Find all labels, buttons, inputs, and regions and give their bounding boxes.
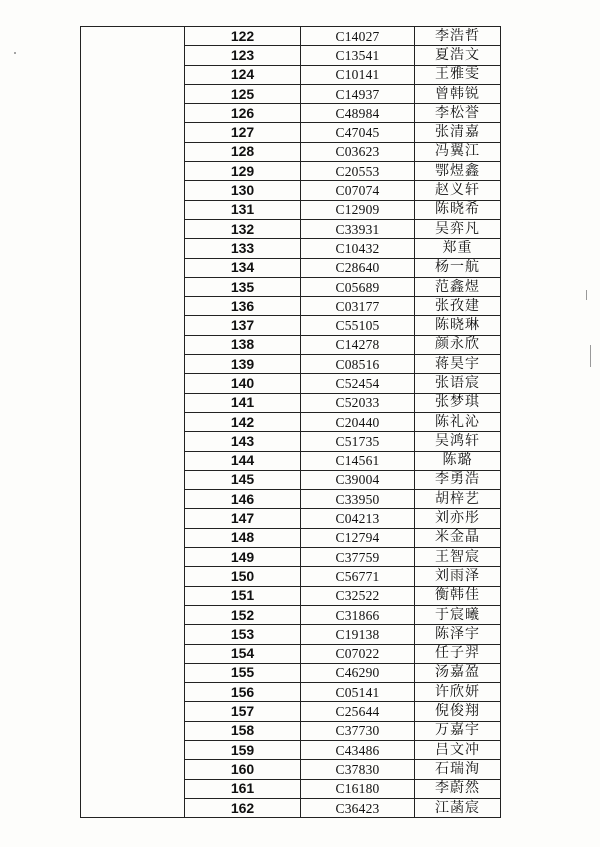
student-code: C52033: [301, 393, 415, 412]
student-name: 刘雨泽: [415, 567, 501, 586]
student-name: 范鑫煜: [415, 277, 501, 296]
student-code: C13541: [301, 46, 415, 65]
student-name: 王雅雯: [415, 65, 501, 84]
student-name: 倪俊翔: [415, 702, 501, 721]
student-code: C07074: [301, 181, 415, 200]
student-name: 任子羿: [415, 644, 501, 663]
student-name: 鄂煜鑫: [415, 162, 501, 181]
student-name: 江菡宸: [415, 798, 501, 817]
student-code: C14937: [301, 84, 415, 103]
row-number: 154: [185, 644, 301, 663]
student-name: 陈晓希: [415, 200, 501, 219]
student-code: C05689: [301, 277, 415, 296]
row-number: 149: [185, 548, 301, 567]
row-number: 123: [185, 46, 301, 65]
student-name: 陈泽宇: [415, 625, 501, 644]
student-code: C51735: [301, 432, 415, 451]
student-name: 万嘉宇: [415, 721, 501, 740]
table-row: [81, 27, 501, 46]
row-number: 130: [185, 181, 301, 200]
student-code: C39004: [301, 470, 415, 489]
student-code: C14561: [301, 451, 415, 470]
student-code: C33931: [301, 219, 415, 238]
student-name: 张孜建: [415, 297, 501, 316]
student-name: 刘亦彤: [415, 509, 501, 528]
row-number: 148: [185, 528, 301, 547]
row-number: 139: [185, 355, 301, 374]
student-code: C12909: [301, 200, 415, 219]
student-name: 衡韩佳: [415, 586, 501, 605]
student-code: C55105: [301, 316, 415, 335]
student-name: 张语宸: [415, 374, 501, 393]
student-code: C20553: [301, 162, 415, 181]
row-number: 143: [185, 432, 301, 451]
roster-table-body: [81, 27, 501, 818]
student-name: 曾韩锐: [415, 84, 501, 103]
student-code: C36423: [301, 798, 415, 817]
student-code: C33950: [301, 490, 415, 509]
student-name: 李蔚然: [415, 779, 501, 798]
student-code: C04213: [301, 509, 415, 528]
student-code: C25644: [301, 702, 415, 721]
student-name: 李浩哲: [415, 27, 501, 46]
student-code: C10141: [301, 65, 415, 84]
student-name: 许欣妍: [415, 683, 501, 702]
row-number: 145: [185, 470, 301, 489]
student-code: C20440: [301, 412, 415, 431]
student-code: C37730: [301, 721, 415, 740]
student-name: 张梦琪: [415, 393, 501, 412]
student-code: C19138: [301, 625, 415, 644]
row-number: 140: [185, 374, 301, 393]
row-number: 137: [185, 316, 301, 335]
row-number: 162: [185, 798, 301, 817]
row-number: 138: [185, 335, 301, 354]
student-code: C43486: [301, 740, 415, 759]
student-code: C14027: [301, 27, 415, 46]
student-code: C48984: [301, 104, 415, 123]
student-name: 吴弈凡: [415, 219, 501, 238]
row-number: 128: [185, 142, 301, 161]
row-number: 158: [185, 721, 301, 740]
student-code: C08516: [301, 355, 415, 374]
student-code: C03177: [301, 297, 415, 316]
row-number: 146: [185, 490, 301, 509]
row-number: 159: [185, 740, 301, 759]
student-name: 张清嘉: [415, 123, 501, 142]
student-name: 吕文冲: [415, 740, 501, 759]
row-number: 157: [185, 702, 301, 721]
student-code: C37759: [301, 548, 415, 567]
student-name: 颜永欣: [415, 335, 501, 354]
row-number: 124: [185, 65, 301, 84]
student-name: 吴鸿轩: [415, 432, 501, 451]
row-number: 136: [185, 297, 301, 316]
student-code: C03623: [301, 142, 415, 161]
student-code: C31866: [301, 605, 415, 624]
student-name: 冯翼江: [415, 142, 501, 161]
student-name: 胡梓艺: [415, 490, 501, 509]
student-name: 李勇浩: [415, 470, 501, 489]
student-name: 米金晶: [415, 528, 501, 547]
row-number: 151: [185, 586, 301, 605]
student-code: C46290: [301, 663, 415, 682]
student-code: C14278: [301, 335, 415, 354]
row-number: 126: [185, 104, 301, 123]
student-code: C47045: [301, 123, 415, 142]
row-number: 156: [185, 683, 301, 702]
student-name: 汤嘉盈: [415, 663, 501, 682]
row-number: 142: [185, 412, 301, 431]
student-code: C16180: [301, 779, 415, 798]
student-name: 陈璐: [415, 451, 501, 470]
student-code: C28640: [301, 258, 415, 277]
student-name: 杨一航: [415, 258, 501, 277]
row-number: 144: [185, 451, 301, 470]
scan-speck: [14, 52, 16, 54]
student-name: 石瑞洵: [415, 760, 501, 779]
row-number: 152: [185, 605, 301, 624]
student-code: C07022: [301, 644, 415, 663]
student-code: C52454: [301, 374, 415, 393]
student-code: C56771: [301, 567, 415, 586]
student-name: 蒋昊宇: [415, 355, 501, 374]
student-code: C10432: [301, 239, 415, 258]
row-number: 160: [185, 760, 301, 779]
roster-table: [80, 26, 501, 818]
student-code: C12794: [301, 528, 415, 547]
row-number: 150: [185, 567, 301, 586]
row-number: 161: [185, 779, 301, 798]
row-number: 125: [185, 84, 301, 103]
student-name: 赵义轩: [415, 181, 501, 200]
row-number: 147: [185, 509, 301, 528]
student-name: 陈晓琳: [415, 316, 501, 335]
row-number: 153: [185, 625, 301, 644]
row-number: 129: [185, 162, 301, 181]
student-name: 郑重: [415, 239, 501, 258]
row-number: 155: [185, 663, 301, 682]
scan-edge-mark: [586, 290, 587, 300]
row-number: 122: [185, 27, 301, 46]
student-code: C32522: [301, 586, 415, 605]
row-number: 132: [185, 219, 301, 238]
student-name: 陈礼沁: [415, 412, 501, 431]
row-number: 133: [185, 239, 301, 258]
student-code: C37830: [301, 760, 415, 779]
student-code: C05141: [301, 683, 415, 702]
row-number: 135: [185, 277, 301, 296]
category-cell: [81, 27, 185, 818]
student-name: 李松誉: [415, 104, 501, 123]
student-name: 于宸曦: [415, 605, 501, 624]
row-number: 134: [185, 258, 301, 277]
row-number: 127: [185, 123, 301, 142]
row-number: 131: [185, 200, 301, 219]
row-number: 141: [185, 393, 301, 412]
student-name: 王智宸: [415, 548, 501, 567]
scan-edge-mark: [590, 345, 591, 367]
student-name: 夏浩文: [415, 46, 501, 65]
